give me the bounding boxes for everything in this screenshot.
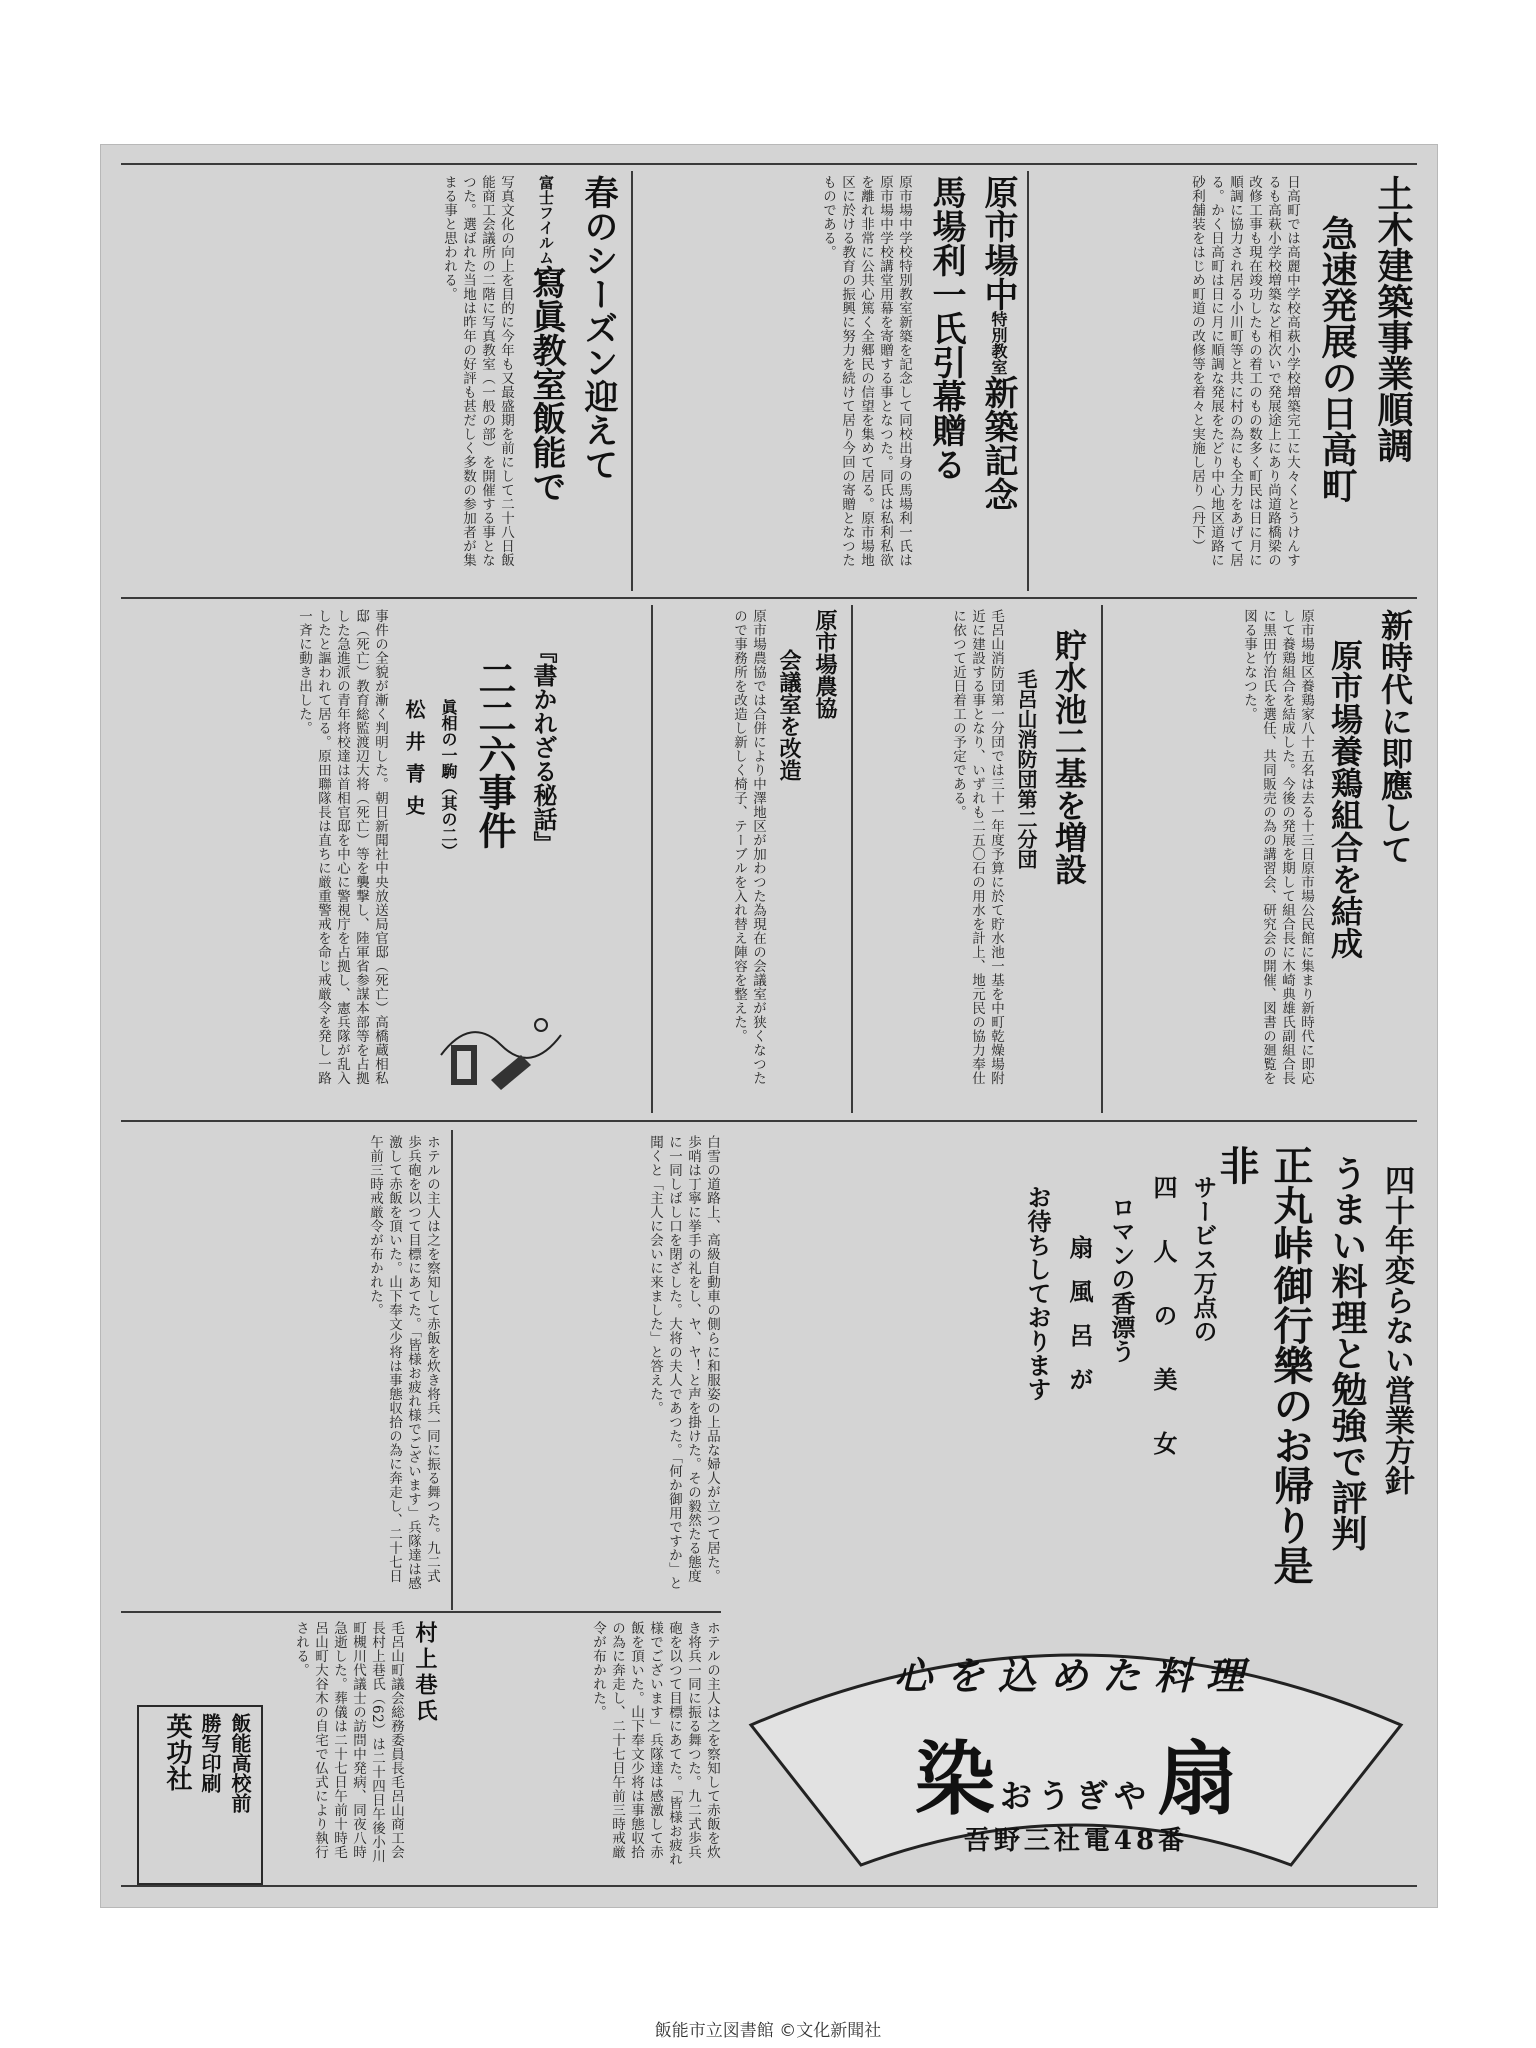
article-hidaka-construction [1037, 175, 1417, 587]
ad-restaurant-line3: 正丸峠御行樂のお帰り是非 [1213, 1145, 1314, 1585]
article-226-sub: 眞相の一駒（其の二） [439, 699, 458, 859]
divider-bottom [121, 1885, 1417, 1887]
article-haraichiba-headline3: 馬場利一氏引幕贈る [926, 175, 966, 481]
article-photo-body: 写真文化の向上を目的に今年も又最盛期を前にして二十八日飯能商工会議所の二階に写真教室（一般の部）を開催する事となつた。選ばれた当地は昨年の好評も甚だしく多数の参加者が集まる事と思われる。 [441, 175, 514, 567]
article-reservoirs [861, 609, 1091, 1109]
article-photo-headline1: 春のシーズン迎えて [578, 175, 618, 481]
article-hidaka-body: 日高町では高麗中学校高萩小学校増築完工に大々くとうけんするも高萩小学校増築など相次いで発展途上にあり尚道路橋梁の改修工事も現在竣功したもの着工のもの数多く町民は日に月に順調に協力され居る小川町等と共に村の為にも全力をあげて居る。かく日高町は日に月に順調な発展をたどり中心地区道路に砂利舗装をはじめ町道の改修等を着々と実施し居り（丹下） [1189, 175, 1300, 567]
article-reservoirs-headline1: 貯水池二基を増設 [1050, 629, 1088, 885]
ad-service-line1: サービス万点の [1189, 1175, 1218, 1343]
divider-top [121, 163, 1417, 165]
article-photo-sub: 富士フイルム [537, 175, 555, 265]
divider-lower-middle [121, 1120, 1417, 1122]
article-haraichiba-h1-text: 原市場中 [978, 175, 1018, 311]
article-hotel-continued-body: ホテルの主人は之を察知して赤飯を炊き将兵一同に振る舞つた。九二式歩兵砲を以つて目標にあてた。「皆様お疲れ様でございます」兵隊達は感激して赤飯を頂いた。山下奉文少将は事態収拾の為に奔走し、二十七日午前三時戒厳令が布かれた。 [590, 1621, 720, 1867]
obituary-body: 毛呂山町議会総務委員長毛呂山商工会長村上巷氏（62）は二十四日午後小川町槻川代議士の訪問中発病、同夜八時急逝した。葬儀は二十七日午前十時毛呂山町大谷木の自宅で仏式により執行される。 [293, 1621, 404, 1864]
footer-copyright: ©文化新聞社 [779, 2021, 882, 2041]
article-226-headline1: 『書かれざる秘話』 [529, 639, 558, 855]
ad-ogiya-tagline: 心を込めた料理 [893, 1653, 1258, 1698]
ad-ogiya-name [861, 1715, 1291, 1830]
footer-library: 飯能市立図書館 [654, 2021, 774, 2041]
divider-a8-a9 [451, 1130, 453, 1610]
ad-service-line5: お待ちしております [1023, 1185, 1052, 1401]
divider-a1-a2 [1027, 171, 1029, 591]
article-hotel-owner [131, 1135, 441, 1605]
divider-a5-a6 [851, 605, 853, 1113]
article-coop-meeting-room [661, 609, 841, 1109]
article-snow-road [461, 1135, 721, 1605]
article-snow-body: 白雪の道路上、高級自動車の側らに和服姿の上品な婦人が立つて居た。歩哨は丁寧に挙手の礼をし、ヤ、ヤ！と声を掛けた。その毅然たる態度に一同しばし口を閉ざした。大将の夫人であつた。「何か御用ですか」と聞くと「主人に会いに来ました」と答えた。 [647, 1135, 720, 1591]
ad-eikosha-line2: 勝写印刷 [198, 1713, 222, 1793]
article-haraichiba-h2-text: 新築記念 [978, 375, 1018, 511]
article-reservoirs-headline2: 毛呂山消防団第二分団 [1014, 669, 1038, 869]
article-226-headline2: 二二六事件 [472, 659, 517, 849]
ad-service-line4: 扇風呂が [1065, 1235, 1094, 1411]
obituary-title: 村上巷氏 [412, 1621, 438, 1725]
newspaper-page [100, 144, 1438, 1908]
article-hotel-body: ホテルの主人は之を察知して赤飯を炊き将兵一同に振る舞つた。九二式歩兵砲を以つて目標にあてた。「皆様お疲れ様でございます」兵隊達は感激して赤飯を頂いた。山下奉文少将は事態収拾の為に奔走し、二十七日午前三時戒厳令が布かれた。 [367, 1135, 440, 1591]
ad-eikosha-line1: 飯能高校前 [228, 1713, 252, 1813]
article-hidaka-headline2: 急速発展の日高町 [1316, 215, 1358, 503]
page-footer [0, 2016, 1536, 2041]
ad-eikosha-printing [137, 1705, 263, 1885]
ad-eikosha-line3: 英功社 [162, 1713, 192, 1791]
ad-service-line3: ロマンの香漂う [1107, 1195, 1136, 1363]
article-haraichiba-headline1 [975, 175, 1021, 587]
article-coop-headline1: 原市場農協 [812, 609, 838, 719]
article-poultry-headline2: 原市場養鶏組合を結成 [1326, 639, 1364, 959]
ad-ogiya-name-main: 扇 [1157, 1732, 1238, 1826]
article-haraichiba-curtain [641, 175, 1021, 587]
divider-upper-middle [121, 597, 1417, 599]
ad-restaurant-slogan [1213, 1145, 1417, 1605]
article-photo-headline2-wrap [523, 175, 569, 587]
ad-restaurant-line2: うまい料理と勉強で評判 [1326, 1155, 1368, 1551]
article-reservoirs-body: 毛呂山消防団第一分団では三十一年度予算に於て貯水池一基を中町乾燥場附近に建設する事となり、いずれも二五〇石の用水を計上、地元民の協力奉仕に依つて近日着工の予定である。 [950, 609, 1004, 1085]
article-226-body: 事件の全貌が漸く判明した。朝日新聞社中央放送局官邸（死亡）高橋蔵相私邸（死亡）教育総監渡辺大将（死亡）等を襲撃し、陸軍省参謀本部等を占拠した急進派の青年将校達は首相官邸を中心に警視庁を占拠し、憲兵隊が乱入したと謳われて居る。原田聯隊長は直ちに厳重警戒を命じ戒厳令を発し一路一斉に動き出した。 [296, 609, 388, 1085]
article-coop-headline2: 会議室を改造 [776, 649, 802, 781]
obituary-murakami [271, 1621, 441, 1877]
article-226-author: 松井青史 [402, 699, 426, 827]
ad-ogiya-name-last: 染 [914, 1732, 995, 1826]
article-haraichiba-body: 原市場中学校特別教室新築を記念して同校出身の馬場利一氏は原市場中学校講堂用幕を寄贈する事となつた。同氏は私利私欲を離れ非常に公共心篤く全郷民の信望を集めて居る。原市場地区に於ける教育の振興に努力を続けて居り今回の寄贈となつたものである。 [820, 175, 912, 567]
ad-service-beauties [1001, 1175, 1221, 1615]
divider-lower-inner [121, 1611, 721, 1613]
ad-restaurant-line1: 四十年変らない営業方針 [1379, 1165, 1414, 1495]
ad-ogiya-fan [731, 1615, 1421, 1875]
divider-a4-a5 [1101, 605, 1103, 1113]
ad-ogiya-phone: 吾野三社電48番 [963, 1826, 1189, 1856]
article-hidaka-headline1: 土木建築事業順調 [1372, 175, 1414, 463]
article-poultry-association [1111, 609, 1417, 1109]
fan-brush-illustration [431, 985, 571, 1095]
article-photo-headline2: 寫眞教室飯能で [526, 265, 566, 503]
article-photo-class [131, 175, 621, 587]
article-poultry-body: 原市場地区養鶏家八十五名は去る十三日原市場公民館に集まり新時代に即応して養鶏組合を結成した。今後の発展を期して組合長に木崎典雄氏副組合長に黒田竹治氏を選任、共同販売の為の講習会、研究会の開催、図書の廻覧を図る事となつた。 [1241, 609, 1314, 1085]
divider-a6-a7 [651, 605, 653, 1113]
divider-a2-a3 [631, 171, 633, 591]
ad-service-line2: 四人の美女 [1149, 1175, 1178, 1495]
article-haraichiba-sub: 特別教室 [989, 311, 1008, 375]
article-hotel-continued [461, 1621, 721, 1877]
article-poultry-headline1: 新時代に即應して [1376, 609, 1414, 865]
ad-ogiya-name-kana: おうぎや [999, 1777, 1152, 1815]
article-226-body-right [561, 609, 641, 1089]
article-coop-body: 原市場農協では合併により中澤地区が加わつた為現在の会議室が狭くなつたので事務所を改造し新しく椅子、テーブルを入れ替え陣容を整えた。 [731, 609, 766, 1085]
